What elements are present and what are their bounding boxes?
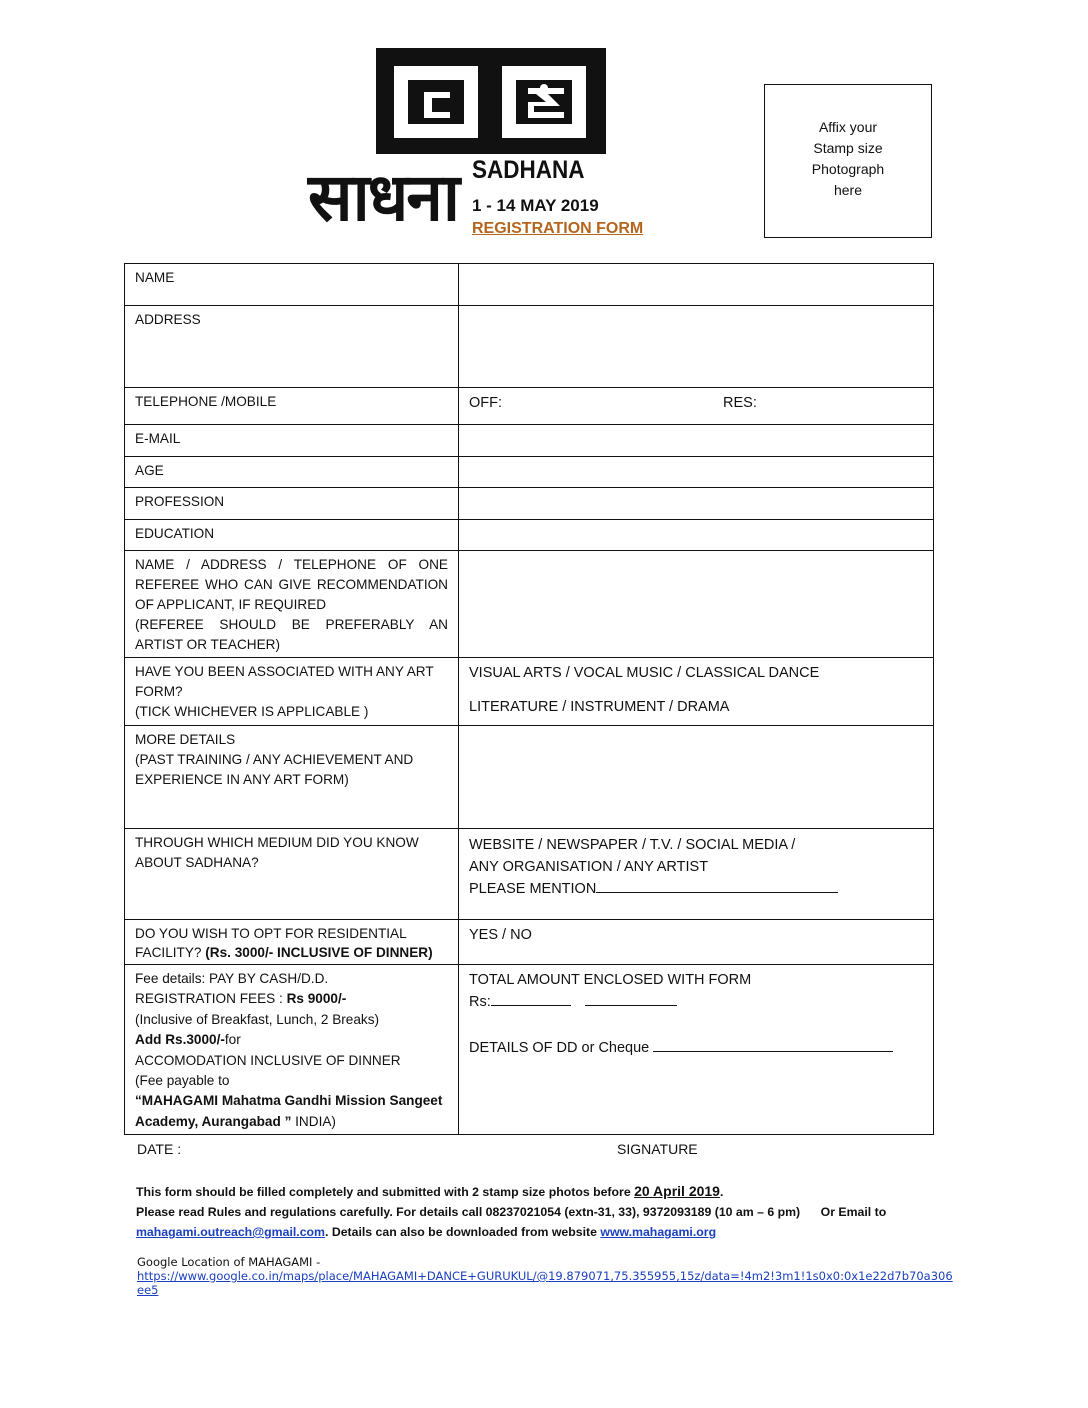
- art-note: (TICK WHICHEVER IS APPLICABLE ): [135, 704, 369, 719]
- residential-note: (Rs. 3000/- INCLUSIVE OF DINNER): [205, 945, 433, 960]
- residential-label-text: DO YOU WISH TO OPT FOR RESIDENTIAL FACILITY?: [135, 926, 407, 960]
- rs-blank[interactable]: [491, 991, 571, 1006]
- note-line: [136, 1222, 956, 1242]
- hindi-title: साधना: [308, 159, 459, 236]
- referee-label-text: NAME / ADDRESS / TELEPHONE OF ONE REFEREE WHO CAN GIVE RECOMMENDATION OF APPLICANT, IF REQUIRED: [135, 557, 448, 612]
- phone-field[interactable]: [459, 388, 934, 425]
- form-title: REGISTRATION FORM: [472, 220, 644, 237]
- address-label: ADDRESS: [125, 306, 459, 388]
- dd-line[interactable]: [469, 1037, 923, 1059]
- note-period: .: [719, 1185, 724, 1199]
- photo-text-line: Affix your: [818, 119, 878, 135]
- medium-options[interactable]: [459, 829, 934, 920]
- fee-line: (Fee payable to: [135, 1073, 230, 1089]
- row-name: [125, 264, 934, 306]
- website-link[interactable]: www.mahagami.org: [600, 1225, 717, 1239]
- payee-country: INDIA): [291, 1113, 336, 1129]
- phone-res-label: RES:: [723, 395, 757, 411]
- fee-line: ACCOMODATION INCLUSIVE OF DINNER: [135, 1052, 401, 1068]
- note-line: Please read Rules and regulations carefully. For details call 08237021054 (extn-31, 33), 9372093189 (10 am – 6 pm) Or Email to: [136, 1205, 887, 1219]
- registration-table: [124, 263, 934, 1135]
- referee-field[interactable]: [459, 551, 934, 658]
- medium-mention-blank[interactable]: [596, 878, 838, 893]
- photo-text-line: Stamp size: [813, 140, 883, 156]
- art-label-text: HAVE YOU BEEN ASSOCIATED WITH ANY ART FORM?: [135, 664, 434, 699]
- education-field[interactable]: [459, 520, 934, 551]
- fee-for: for: [224, 1032, 241, 1048]
- note-text: This form should be filled completely and submitted with 2 stamp size photos before: [136, 1185, 635, 1199]
- referee-label: [125, 551, 459, 658]
- row-profession: [125, 488, 934, 520]
- payment-details[interactable]: [459, 965, 934, 1135]
- fee-line: (Inclusive of Breakfast, Lunch, 2 Breaks): [135, 1011, 380, 1027]
- event-dates: 1 - 14 MAY 2019: [472, 196, 599, 215]
- art-options-line[interactable]: LITERATURE / INSTRUMENT / DRAMA: [469, 699, 730, 715]
- payee-name: “MAHAGAMI Mahatma Gandhi Mission Sangeet Academy, Aurangabad ”: [135, 1093, 443, 1129]
- address-field[interactable]: [459, 306, 934, 388]
- name-label: NAME: [125, 264, 459, 306]
- rs-line[interactable]: [469, 991, 923, 1013]
- signature-label: SIGNATURE: [617, 1141, 698, 1157]
- row-residential: [125, 920, 934, 965]
- photo-text-line: here: [833, 182, 863, 198]
- photo-text-line: Photograph: [811, 161, 885, 177]
- details-note: (PAST TRAINING / ANY ACHIEVEMENT AND EXPERIENCE IN ANY ART FORM): [135, 752, 414, 787]
- medium-options-line[interactable]: WEBSITE / NEWSPAPER / T.V. / SOCIAL MEDIA /: [469, 837, 796, 853]
- details-label: [125, 726, 459, 829]
- email-link[interactable]: mahagami.outreach@gmail.com: [136, 1225, 325, 1239]
- deadline-date: 20 April 2019: [634, 1183, 720, 1199]
- details-field[interactable]: [459, 726, 934, 829]
- total-label: TOTAL AMOUNT ENCLOSED WITH FORM: [469, 972, 752, 988]
- google-label: Google Location of MAHAGAMI -: [137, 1255, 321, 1269]
- education-label: EDUCATION: [125, 520, 459, 551]
- photo-placeholder[interactable]: [764, 84, 932, 238]
- profession-field[interactable]: [459, 488, 934, 520]
- logo-right-glyph: [494, 58, 594, 146]
- fee-amount: Rs 9000/-: [286, 991, 347, 1007]
- medium-mention[interactable]: [469, 878, 923, 900]
- row-more-details: [125, 726, 934, 829]
- art-options-line[interactable]: VISUAL ARTS / VOCAL MUSIC / CLASSICAL DANCE: [469, 665, 820, 681]
- phone-label: TELEPHONE /MOBILE: [125, 388, 459, 425]
- row-fees: [125, 965, 934, 1135]
- rs-label: Rs:: [469, 994, 491, 1010]
- row-email: [125, 425, 934, 457]
- event-name: SADHANA: [472, 156, 585, 184]
- profession-label: PROFESSION: [125, 488, 459, 520]
- google-maps-link[interactable]: https://www.google.co.in/maps/place/MAHAGAMI+DANCE+GURUKUL/@19.879071,75.355955,15z/data=!4m2!3m1!1s0x0:0x1e22d7b70a306ee5: [137, 1269, 953, 1297]
- row-education: [125, 520, 934, 551]
- fee-line: [135, 989, 448, 1009]
- fee-details: [125, 965, 459, 1135]
- footer-notes: [136, 1181, 956, 1242]
- art-label: [125, 658, 459, 726]
- medium-mention-label: PLEASE MENTION: [469, 881, 597, 897]
- details-label-text: MORE DETAILS: [135, 732, 236, 747]
- logo-left-glyph: [386, 58, 486, 146]
- art-options[interactable]: [459, 658, 934, 726]
- medium-options-line[interactable]: ANY ORGANISATION / ANY ARTIST: [469, 859, 709, 875]
- phone-off-label: OFF:: [469, 395, 503, 411]
- email-field[interactable]: [459, 425, 934, 457]
- row-art-form: [125, 658, 934, 726]
- referee-note: (REFEREE SHOULD BE PREFERABLY AN ARTIST OR TEACHER): [135, 617, 448, 652]
- sadhana-logo: [376, 48, 606, 154]
- row-referee: [125, 551, 934, 658]
- dd-blank[interactable]: [653, 1037, 893, 1052]
- note-line: [136, 1181, 956, 1202]
- fee-line: Fee details: PAY BY CASH/D.D.: [135, 971, 329, 986]
- email-label: E-MAIL: [125, 425, 459, 457]
- row-medium: [125, 829, 934, 920]
- residential-options[interactable]: YES / NO: [459, 920, 934, 965]
- note-text: . Details can also be downloaded from website: [324, 1225, 601, 1239]
- google-location: [137, 1255, 957, 1297]
- age-field[interactable]: [459, 457, 934, 488]
- fee-line: [135, 1030, 448, 1050]
- row-address: [125, 306, 934, 388]
- dd-label: DETAILS OF DD or Cheque: [469, 1040, 650, 1056]
- row-age: [125, 457, 934, 488]
- medium-label: THROUGH WHICH MEDIUM DID YOU KNOW ABOUT SADHANA?: [125, 829, 459, 920]
- age-label: AGE: [125, 457, 459, 488]
- fee-line: [135, 1091, 448, 1132]
- name-field[interactable]: [459, 264, 934, 306]
- accommodation-amount: Add Rs.3000/-: [135, 1032, 225, 1048]
- residential-label: [125, 920, 459, 965]
- date-label: DATE :: [137, 1141, 182, 1157]
- fee-label: REGISTRATION FEES :: [135, 991, 287, 1007]
- row-phone: [125, 388, 934, 425]
- rs-blank-2[interactable]: [585, 991, 677, 1006]
